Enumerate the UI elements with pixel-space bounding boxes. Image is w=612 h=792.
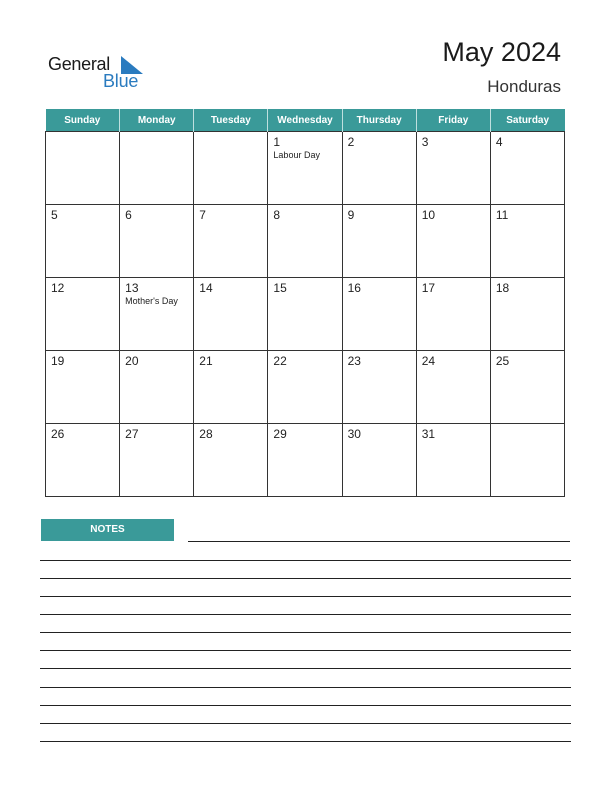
day-cell	[194, 424, 268, 497]
day-cell	[490, 278, 564, 351]
day-number: 6	[125, 208, 132, 222]
day-number: 2	[347, 135, 355, 149]
weekday-monday: Monday	[120, 109, 194, 132]
day-cell	[342, 424, 416, 497]
notes-line	[40, 560, 571, 561]
day-cell	[342, 278, 416, 351]
week-row	[46, 205, 565, 278]
day-number: 5	[51, 208, 58, 222]
day-cell	[268, 132, 342, 205]
notes-line	[40, 668, 571, 669]
day-cell	[416, 278, 490, 351]
day-cell	[268, 278, 342, 351]
day-cell	[490, 351, 564, 424]
weekday-wednesday: Wednesday	[268, 109, 342, 132]
day-cell	[268, 205, 342, 278]
logo-blue-text: Blue	[103, 71, 139, 91]
day-cell	[46, 205, 120, 278]
day-number: 12	[51, 281, 65, 295]
day-number: 28	[199, 427, 213, 441]
notes-label: NOTES	[41, 519, 174, 541]
day-cell	[342, 132, 416, 205]
week-row	[46, 132, 565, 205]
day-number: 10	[421, 208, 436, 222]
notes-line	[40, 741, 571, 742]
day-number: 9	[347, 208, 355, 222]
day-number: 31	[421, 427, 436, 441]
weekday-sunday: Sunday	[46, 109, 120, 132]
calendar-country: Honduras	[487, 77, 561, 96]
weekday-saturday: Saturday	[490, 109, 564, 132]
calendar-title: May 2024	[442, 37, 561, 67]
day-cell	[194, 205, 268, 278]
day-cell	[268, 351, 342, 424]
day-cell	[490, 132, 564, 205]
day-cell	[416, 132, 490, 205]
notes-line	[40, 650, 571, 651]
day-cell	[342, 205, 416, 278]
notes-line	[40, 596, 571, 597]
day-number: 20	[125, 354, 139, 368]
notes-line	[188, 541, 570, 542]
logo-general-text: General	[48, 54, 110, 74]
day-cell	[416, 424, 490, 497]
day-cell	[120, 351, 194, 424]
weekday-friday: Friday	[416, 109, 490, 132]
day-number: 13	[125, 281, 139, 295]
week-row	[46, 351, 565, 424]
day-number: 4	[495, 135, 503, 149]
notes-line	[40, 723, 571, 724]
notes-line	[40, 578, 571, 579]
day-number: 29	[273, 427, 287, 441]
day-cell	[120, 132, 194, 205]
calendar-grid	[45, 109, 565, 497]
day-number: 21	[199, 354, 213, 368]
day-number: 23	[347, 354, 361, 368]
day-number: 11	[495, 208, 509, 222]
notes-line	[40, 687, 571, 688]
day-number: 25	[495, 354, 510, 368]
day-number: 1	[273, 135, 281, 149]
day-number: 22	[273, 354, 287, 368]
day-cell	[268, 424, 342, 497]
day-cell	[46, 351, 120, 424]
week-row	[46, 278, 565, 351]
day-number: 27	[125, 427, 139, 441]
day-cell	[120, 205, 194, 278]
day-cell	[490, 424, 564, 497]
day-number: 15	[273, 281, 287, 295]
week-row	[46, 424, 565, 497]
day-cell	[46, 278, 120, 351]
notes-line	[40, 705, 571, 706]
day-number: 30	[347, 427, 361, 441]
notes-line	[40, 614, 571, 615]
day-cell	[194, 132, 268, 205]
day-number: 3	[421, 135, 429, 149]
day-number: 14	[199, 281, 213, 295]
day-cell	[416, 351, 490, 424]
generalblue-logo	[48, 54, 148, 94]
day-cell	[416, 205, 490, 278]
weekday-thursday: Thursday	[342, 109, 416, 132]
day-number: 19	[51, 354, 65, 368]
day-number: 26	[51, 427, 65, 441]
day-number: 18	[495, 281, 510, 295]
day-cell	[46, 424, 120, 497]
day-cell	[342, 351, 416, 424]
day-cell	[120, 424, 194, 497]
day-cell	[46, 132, 120, 205]
weekday-tuesday: Tuesday	[194, 109, 268, 132]
day-cell	[120, 278, 194, 351]
day-number: 16	[347, 281, 361, 295]
holiday-label: Labour Day	[273, 150, 320, 160]
day-number: 17	[421, 281, 436, 295]
weekday-header-row	[46, 109, 565, 132]
notes-line	[40, 632, 571, 633]
day-cell	[194, 351, 268, 424]
day-cell	[490, 205, 564, 278]
day-number: 8	[273, 208, 281, 222]
day-number: 7	[199, 208, 206, 222]
holiday-label: Mother's Day	[125, 296, 178, 306]
day-cell	[194, 278, 268, 351]
day-number: 24	[421, 354, 436, 368]
